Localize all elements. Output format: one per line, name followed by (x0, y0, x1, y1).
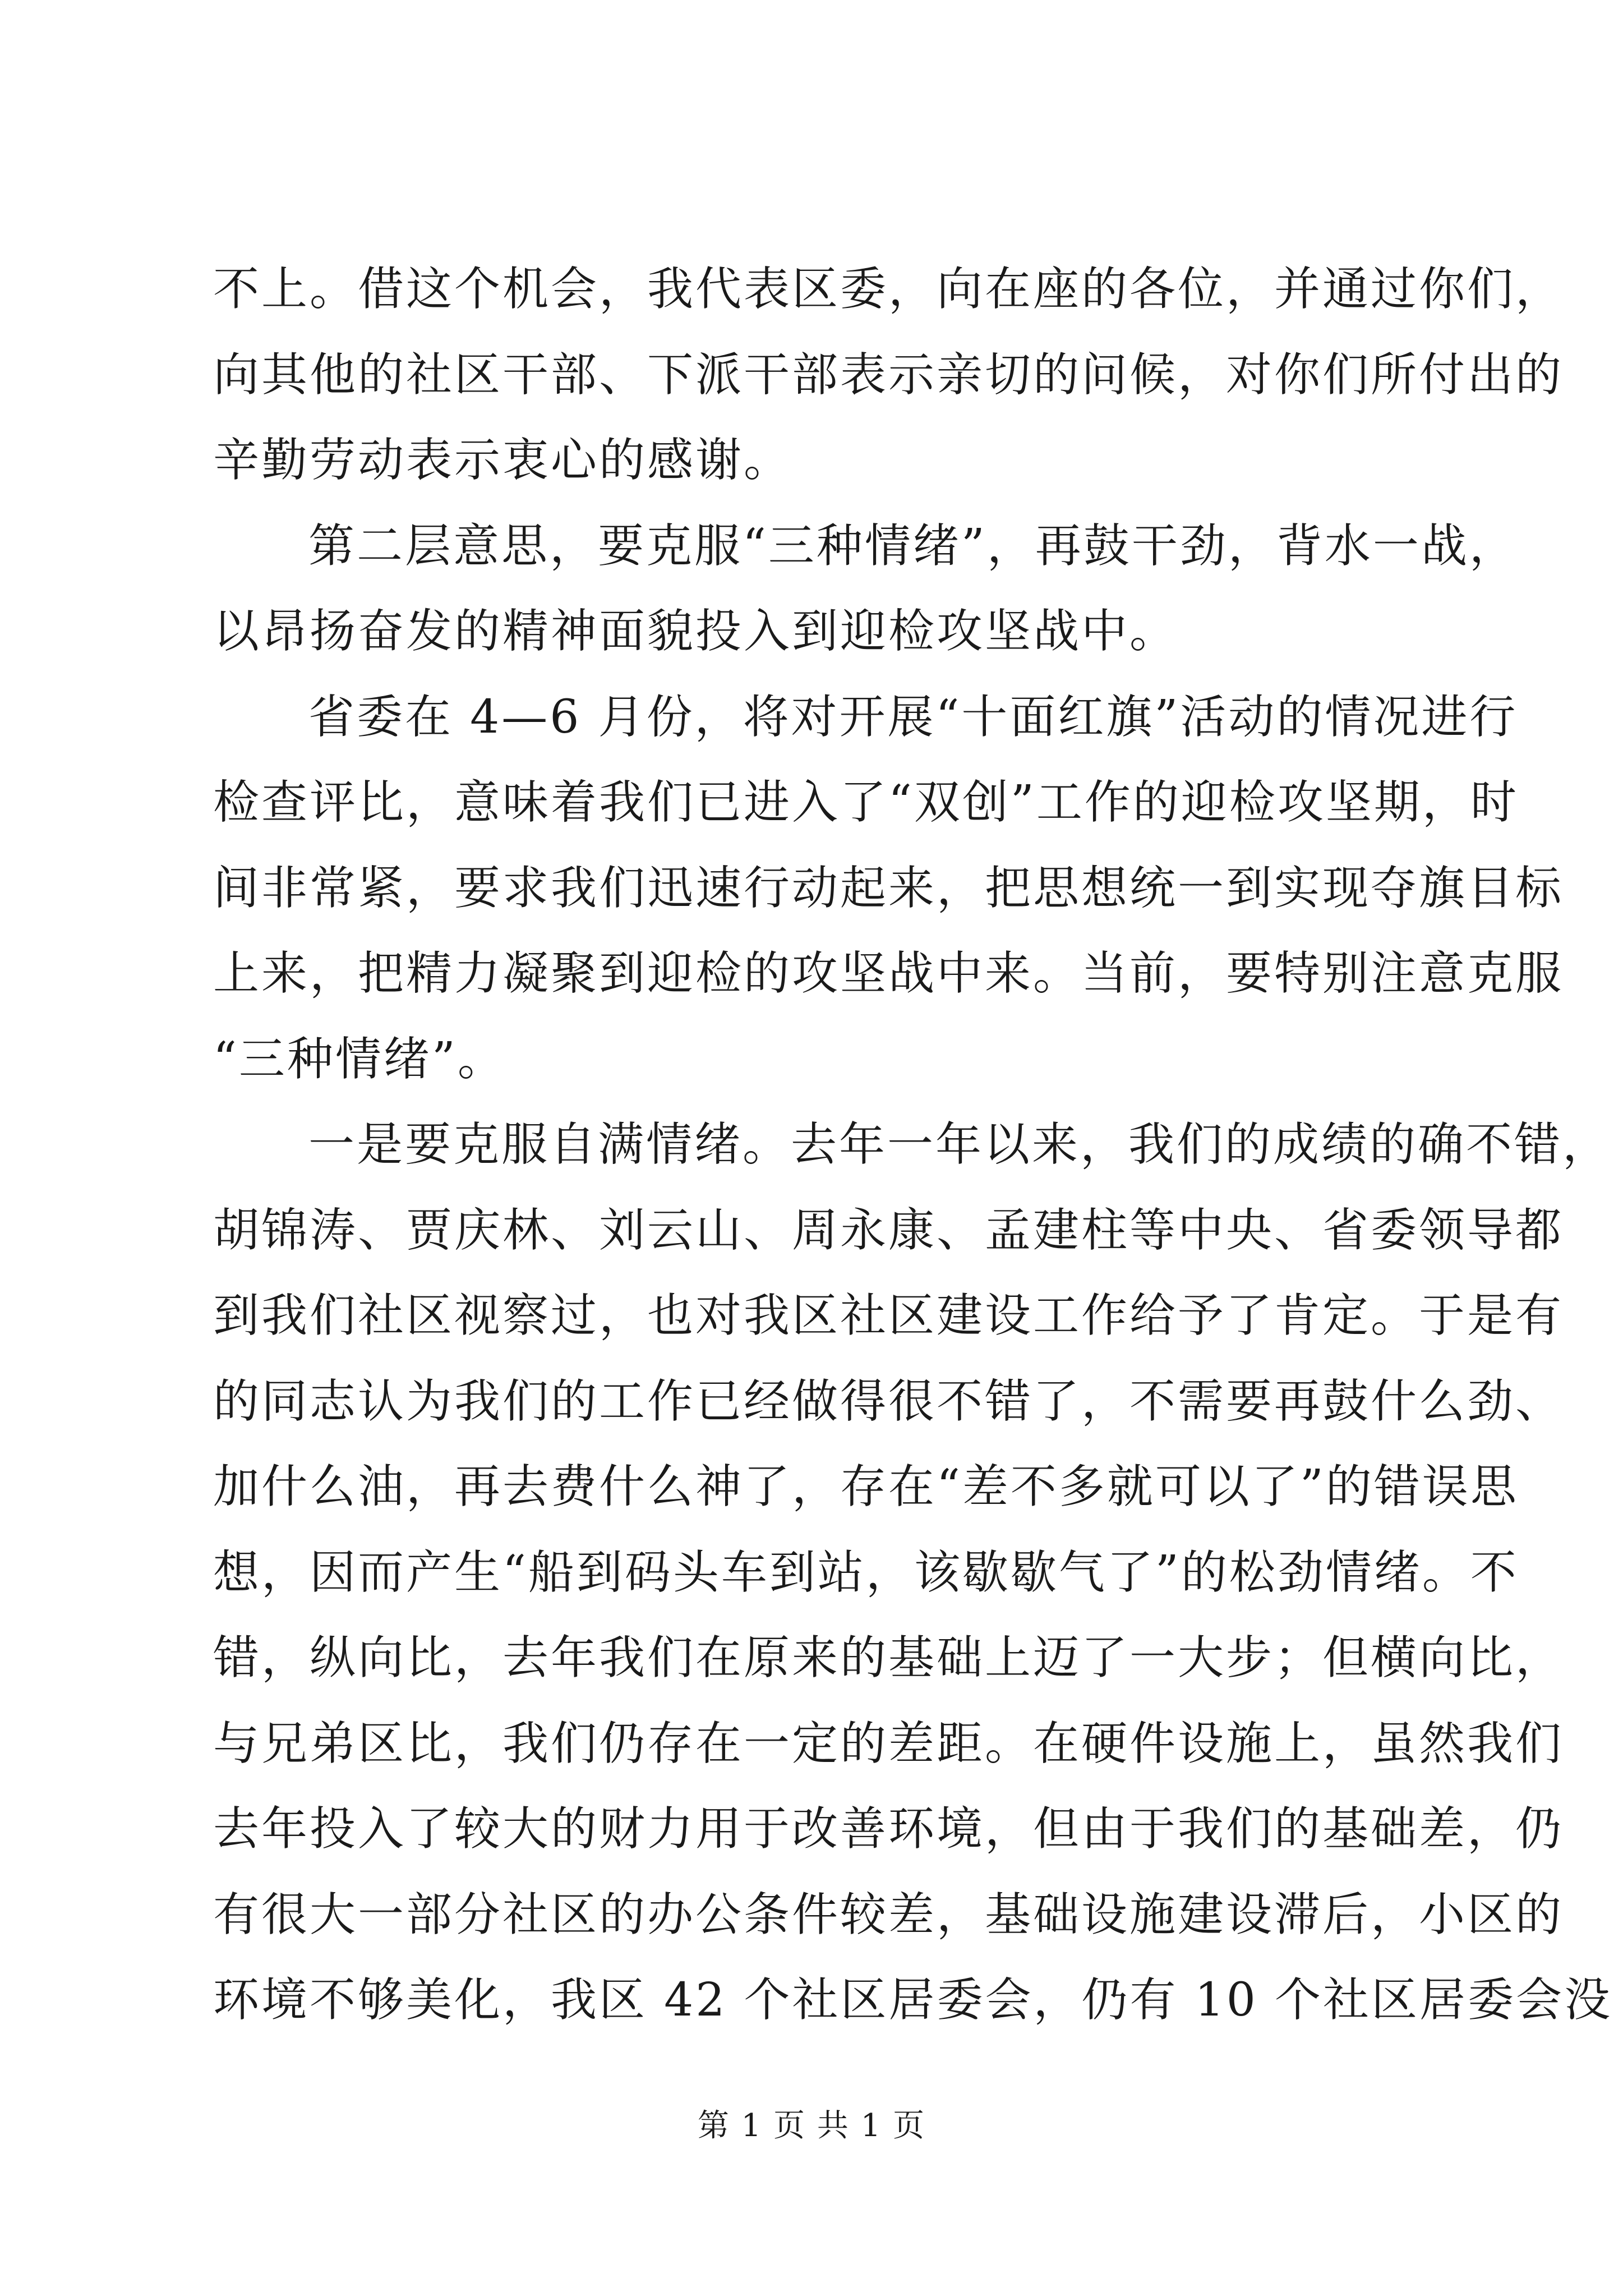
paragraph-first-line: 第二层意思，要克服“三种情绪”，再鼓干劲，背水一战， (308, 519, 1518, 573)
text-line: 辛勤劳动表示衷心的感谢。 (213, 434, 792, 487)
text-line: 检查评比，意味着我们已进入了“双创”工作的迎检攻坚期，时 (213, 776, 1519, 829)
text-line: “三种情绪”。 (213, 1032, 506, 1086)
text-line: 到我们社区视察过，也对我区社区建设工作给予了肯定。于是有 (213, 1289, 1564, 1342)
paragraph-first-line: 省委在 4—6 月份，将对开展“十面红旗”活动的情况进行 (308, 690, 1518, 744)
text-line: 间非常紧，要求我们迅速行动起来，把思想统一到实现夺旗目标 (213, 861, 1564, 915)
text-line: 上来，把精力凝聚到迎检的攻坚战中来。当前，要特别注意克服 (213, 947, 1564, 1000)
text-line: 的同志认为我们的工作已经做得很不错了，不需要再鼓什么劲、 (213, 1374, 1564, 1428)
text-line: 胡锦涛、贾庆林、刘云山、周永康、孟建柱等中央、省委领导都 (213, 1203, 1564, 1257)
text-line: 想，因而产生“船到码头车到站，该歇歇气了”的松劲情绪。不 (213, 1545, 1519, 1599)
text-line: 去年投入了较大的财力用于改善环境，但由于我们的基础差，仍 (213, 1802, 1564, 1856)
text-line: 不上。借这个机会，我代表区委，向在座的各位，并通过你们， (213, 263, 1564, 316)
text-line: 加什么油，再去费什么神了，存在“差不多就可以了”的错误思 (213, 1460, 1519, 1513)
text-line: 错，纵向比，去年我们在原来的基础上迈了一大步；但横向比， (213, 1631, 1564, 1685)
page-number-footer: 第 1 页 共 1 页 (697, 2108, 926, 2144)
text-line: 以昂扬奋发的精神面貌投入到迎检攻坚战中。 (213, 605, 1178, 658)
document-body (213, 247, 1612, 2044)
paragraph-first-line: 一是要克服自满情绪。去年一年以来，我们的成绩的确不错， (308, 1118, 1611, 1171)
text-line: 环境不够美化，我区 42 个社区居委会，仍有 10 个社区居委会没 (213, 1973, 1612, 2027)
text-line: 向其他的社区干部、下派干部表示亲切的问候，对你们所付出的 (213, 348, 1564, 402)
text-line: 与兄弟区比，我们仍存在一定的差距。在硬件设施上，虽然我们 (213, 1717, 1564, 1770)
text-line: 有很大一部分社区的办公条件较差，基础设施建设滞后，小区的 (213, 1888, 1564, 1941)
